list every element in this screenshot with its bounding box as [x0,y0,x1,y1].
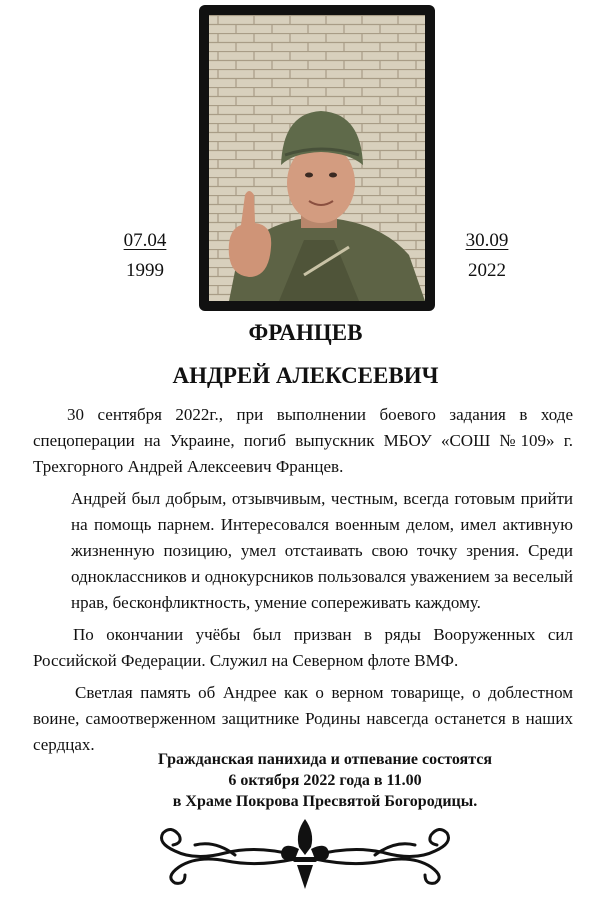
paragraph-1: 30 сентября 2022г., при выполнении боевого задания в ходе спецоперации на Украине, погиб выпускник МБОУ «СОШ №109» г. Трехгорного Андрей Алексеевич Францев. [33,405,573,476]
obituary-text [33,402,573,758]
portrait-photo [209,15,425,301]
given-names: АНДРЕЙ АЛЕКСЕЕВИЧ [172,363,439,388]
notice-line-2: 6 октября 2022 года в 11.00 [228,772,422,789]
death-date [456,230,518,282]
notice-line-1: Гражданская панихида и отпевание состоятся [157,751,493,768]
birth-year: 1999 [126,260,164,281]
paragraph-3: По окончании учёбы был призван в ряды Вооруженных сил Российской Федерации. Служил на Северном флоте ВМФ. [33,625,573,670]
paragraph-4: Светлая память об Андрее как о верном товарище, о доблестном воине, самоотверженном защитнике Родины навсегда останется в наших сердцах. [33,683,573,754]
portrait-illustration [209,15,425,301]
surname: ФРАНЦЕВ [248,320,363,345]
funeral-notice [0,749,611,812]
death-year: 2022 [468,260,506,281]
fleur-de-lis-divider-icon [145,815,465,893]
notice-line-3: в Храме Покрова Пресвятой Богородицы. [172,793,478,810]
birth-day-month: 07.04 [123,230,167,251]
portrait-frame [199,5,435,311]
birth-date [114,230,176,282]
paragraph-2: Андрей был добрым, отзывчивым, честным, всегда готовым прийти на помощь парнем. Интересовался военным делом, имел активную жизненную позицию, умел отстаивать свою точку зрения. Среди одноклассников и однокурсников пользовался уважением за веселый нрав, бесконфликтность, умение сопереживать каждому. [71,489,573,612]
death-day-month: 30.09 [465,230,509,251]
